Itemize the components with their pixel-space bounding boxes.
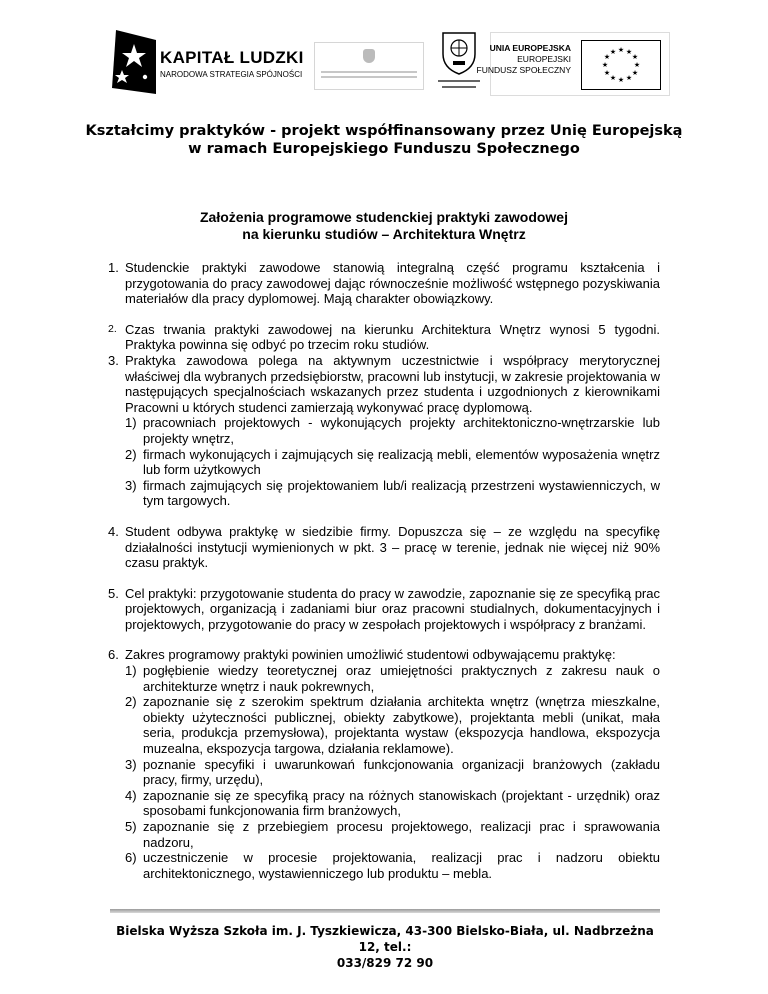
sub-list-item [125,447,660,478]
page-footer [110,923,660,971]
list-item-5 [108,586,660,633]
item-text: Zakres programowy praktyki powinien umożliwić studentowi odbywającemu praktykę: [125,647,616,663]
page-title [0,122,768,158]
sub-list-item [125,415,660,446]
page-title-line-2: w ramach Europejskiego Funduszu Społecznego [188,141,580,157]
item-number: 1. [108,260,119,275]
document-body [108,260,660,881]
list-item-6 [108,647,660,881]
item-number: 3. [108,352,119,368]
sub-item-text: zapoznanie się ze specyfiką pracy na różnych stanowiskach (projektant - urzędnik) oraz sposobami funkcjonowania firm branżowych, [143,787,660,819]
svg-text:★: ★ [617,76,625,84]
sub-list [125,663,660,881]
footer-phone: 033/829 72 90 [336,956,434,970]
sub-list [125,415,660,509]
svg-text:★: ★ [631,53,639,61]
item-text: Czas trwania praktyki zawodowej na kierunku Architektura Wnętrz wynosi 5 tygodni. Praktyka powinna się odbyć po trzecim roku studiów. [125,321,660,353]
sub-item-number: 1) [125,663,137,679]
ministry-logo-line [321,71,417,73]
sub-list-item [125,694,660,756]
item-text: Student odbywa praktykę w siedzibie firmy. Dopuszcza się – ze względu na specyfikę działalności instytucji wymienionych w pkt. 3 – pracę w terenie, jednak nie więcej niż 90% czasu praktyk. [125,523,660,571]
ministry-logo-line [321,76,417,78]
document-heading [0,209,768,243]
item-number: 4. [108,523,119,539]
sub-list-item [125,757,660,788]
school-logo-line [442,86,476,88]
sub-list-item [125,788,660,819]
document-heading-line-1: Założenia programowe studenckiej praktyki zawodowej [200,209,568,225]
page-title-line-1: Kształcimy praktyków - projekt współfinansowany przez Unię Europejską [85,123,683,139]
svg-text:★: ★ [625,48,633,56]
sub-item-text: firmach zajmujących się projektowaniem lub/i realizacją przestrzeni wystawienniczych, w tym targowych. [143,477,660,509]
sub-item-number: 6) [125,850,137,866]
item-number: 6. [108,647,119,663]
sub-list-item [125,850,660,881]
school-logo-line [438,80,480,82]
sub-item-text: poznanie specyfiki i uwarunkowań funkcjonowania organizacji branżowych (zakładu pracy, firmy, urzędu), [143,756,660,788]
ministry-logo [314,42,424,90]
sub-item-text: zapoznanie się z szerokim spektrum działania architekta wnętrz (wnętrza mieszkalne, obiekty użyteczności publicznej, obiekty zabytkowe), projektanta mebli (unikat, mała seria, produkcja przemysłowa), projektanta wystaw (ekspozycja handlowa, ekspozycja muzealna, ekspozycja targowa, działania reklamowe). [143,694,660,757]
svg-text:★: ★ [609,48,617,56]
eu-line-2: EUROPEJSKI [517,54,571,64]
svg-text:★: ★ [601,61,609,69]
kapital-ludzki-title: KAPITAŁ LUDZKI [160,48,304,67]
eu-line-1: UNIA EUROPEJSKA [489,43,571,53]
sub-item-number: 1) [125,415,137,431]
sub-item-number: 2) [125,446,137,462]
header-logos [112,28,672,98]
sub-item-text: uczestniczenie w procesie projektowania, realizacji prac i nadzoru obiektu architektonicznego, wystawienniczego lub produktu – mebla. [143,850,660,881]
sub-item-text: pracowniach projektowych - wykonujących projekty architektoniczno-wnętrzarskie lub projekty wnętrz, [143,415,660,446]
svg-text:★: ★ [631,69,639,77]
sub-item-number: 3) [125,477,137,493]
kapital-ludzki-logo [112,28,302,98]
item-number: 5. [108,585,119,601]
sub-item-text: pogłębienie wiedzy teoretycznej oraz umiejętności praktycznych z zakresu nauk o architekturze wnętrz i nauk pokrewnych, [143,663,660,694]
sub-item-number: 2) [125,694,137,710]
sub-list-item [125,478,660,509]
item-text: Cel praktyki: przygotowanie studenta do pracy w zawodzie, zapoznanie się ze specyfiką prac projektowych, organizacją i zadaniami biur oraz pracowni studialnych, dokumentacyjnych i projektowych, przygotowanie do pracy w zespołach projektowych i współpracy z branżami. [125,585,660,632]
footer-divider [110,909,660,913]
sub-item-text: zapoznanie się z przebiegiem procesu projektowego, realizacji prac i sprawowania nadzoru, [143,819,660,850]
footer-address: Bielska Wyższa Szkoła im. J. Tyszkiewicza, 43-300 Bielsko-Biała, ul. Nadbrzeżna 12, tel.: [116,924,654,954]
list-item-1 [108,260,660,307]
sub-item-text: firmach wykonujących i zajmujących się realizacją mebli, elementów wyposażenia wnętrz lub form użytkowych [143,446,660,478]
kapital-ludzki-subtitle: NARODOWA STRATEGIA SPÓJNOŚCI [160,70,303,79]
list-item-4 [108,524,660,571]
sub-list-item [125,663,660,694]
item-text: Praktyka zawodowa polega na aktywnym uczestnictwie i współpracy merytorycznej właściwej dla wybranych przedsiębiorstw, pracowni lub instytucji, w zakresie projektowania w następujących specjalnościach wskazanych przez studenta i uzgodnionych z kierownikami Pracowni u których studenci zamierzają wykonywać pracę dyplomową. [125,352,660,415]
list-item-3 [108,353,660,509]
eu-flag-icon [581,40,661,90]
eu-logo [476,32,670,96]
sub-item-number: 5) [125,819,137,834]
svg-text:★: ★ [625,74,633,82]
svg-text:★: ★ [603,53,611,61]
item-number: 2. [108,322,117,335]
svg-text:★: ★ [603,69,611,77]
sub-item-number: 3) [125,756,137,772]
kapital-ludzki-mark-icon [112,30,156,94]
eu-text [477,43,571,76]
svg-text:★: ★ [609,74,617,82]
sub-list-item [125,819,660,850]
eagle-emblem-icon [363,49,375,63]
list-item-2 [108,322,660,353]
svg-text:★: ★ [633,61,641,69]
document-heading-line-2: na kierunku studiów – Architektura Wnętrz [242,226,526,242]
eu-line-3: FUNDUSZ SPOŁECZNY [476,65,571,75]
svg-text:★: ★ [617,46,625,54]
item-text: Studenckie praktyki zawodowe stanowią integralną część programu kształcenia i przygotowania do pracy zawodowej dając równocześnie możliwość wstępnego pozyskiwania materiałów dla pracy dyplomowej. Mają charakter obowiązkowy. [125,260,660,307]
sub-item-number: 4) [125,787,137,803]
